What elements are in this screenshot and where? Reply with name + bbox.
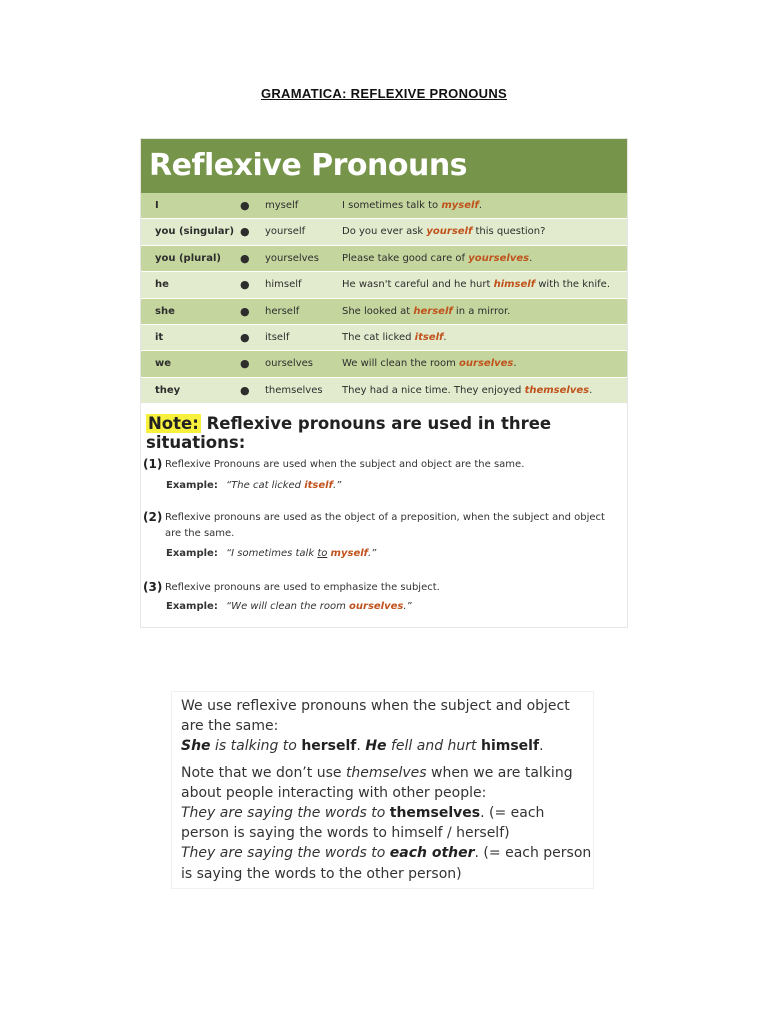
pronoun-row <box>141 246 627 272</box>
example-text: . (= each person is saying the words to the other person) <box>181 845 592 882</box>
example-text: .” <box>368 548 377 559</box>
example-text: . <box>443 331 447 343</box>
example-text: We will clean the room <box>342 358 460 370</box>
bullet-icon: ● <box>240 357 250 371</box>
example-text: .” <box>403 601 412 612</box>
example-highlight: myself <box>330 548 368 559</box>
explanation-example-1 <box>181 736 593 756</box>
pronoun-row <box>141 299 627 325</box>
example-highlight: itself <box>414 331 444 343</box>
situation-example <box>166 601 412 612</box>
example-highlight: themselves <box>524 384 590 396</box>
example-text: I sometimes talk to <box>342 200 442 211</box>
reflexive-pronoun: itself <box>265 331 290 343</box>
bullet-icon: ● <box>240 225 250 239</box>
example-text: “I sometimes talk <box>226 548 318 559</box>
example-highlight: ourselves <box>459 358 514 370</box>
example-text: . <box>529 252 533 264</box>
reflexive-pronouns-heading: Reflexive Pronouns <box>141 139 627 193</box>
bullet-icon: ● <box>240 251 250 265</box>
example-highlight: herself <box>413 305 453 317</box>
example-highlight: himself <box>493 279 536 291</box>
example-sentence <box>342 246 532 271</box>
situation-example <box>166 548 376 559</box>
example-label: Example: <box>166 548 218 559</box>
example-text: . <box>478 200 482 211</box>
example-text: They had a nice time. They enjoyed <box>342 384 525 396</box>
explanation-example-3 <box>181 843 593 883</box>
example-word: himself <box>480 738 540 755</box>
subject-pronoun: I <box>155 200 159 211</box>
situation-number: (1) <box>143 457 163 471</box>
example-word: themselves <box>389 805 481 822</box>
example-text: . <box>589 384 593 396</box>
example-quote <box>226 601 412 612</box>
pronoun-row <box>141 378 627 404</box>
example-text: Do you ever ask <box>342 226 427 238</box>
subject-pronoun: they <box>155 384 181 396</box>
reflexive-pronoun: yourselves <box>265 252 319 264</box>
reflexive-pronoun: yourself <box>265 226 306 238</box>
bullet-icon: ● <box>240 278 250 292</box>
example-highlight: itself <box>304 480 333 491</box>
example-text: . <box>539 738 544 755</box>
reflexive-pronoun: himself <box>265 279 302 291</box>
pronoun-row <box>141 193 627 219</box>
example-text: .” <box>332 480 342 491</box>
bullet-icon: ● <box>240 304 250 318</box>
example-word: She <box>181 738 211 755</box>
bullet-icon: ● <box>240 199 250 212</box>
explanation-note <box>181 763 593 803</box>
example-quote <box>226 548 376 559</box>
example-sentence <box>342 299 510 324</box>
example-word: He <box>365 738 387 755</box>
subject-pronoun: you (plural) <box>155 252 221 264</box>
situation-text: Reflexive pronouns are used to emphasize the subject. <box>165 582 440 593</box>
explanation-example-2 <box>181 803 593 843</box>
example-highlight: ourselves <box>349 601 404 612</box>
example-label: Example: <box>166 480 218 491</box>
pronoun-row <box>141 219 627 245</box>
explanation-intro: We use reflexive pronouns when the subject and object are the same: <box>181 698 570 735</box>
example-text: in a mirror. <box>452 305 511 317</box>
example-sentence <box>342 378 592 403</box>
example-highlight: yourself <box>426 226 473 238</box>
example-underlined: to <box>317 548 328 559</box>
example-text: They are saying the words to <box>181 845 390 862</box>
example-text: with the knife. <box>535 279 610 291</box>
example-highlight: myself <box>441 200 479 211</box>
subject-pronoun: you (singular) <box>155 226 235 238</box>
example-word: each other <box>389 845 475 862</box>
pronoun-table <box>141 193 627 404</box>
example-sentence <box>342 325 447 350</box>
reflexive-pronoun: herself <box>265 305 300 317</box>
reflexive-pronoun: ourselves <box>265 358 313 370</box>
situation-item <box>143 580 610 596</box>
example-text: fell and hurt <box>386 738 481 755</box>
situation-example <box>166 480 341 491</box>
example-text: “We will clean the room <box>226 601 350 612</box>
note-word: themselves <box>345 764 427 781</box>
situation-text: Reflexive Pronouns are used when the subject and object are the same. <box>165 459 525 470</box>
situation-item <box>143 457 610 473</box>
reflexive-pronoun: myself <box>265 200 299 211</box>
bullet-icon: ● <box>240 383 250 397</box>
reflexive-pronoun: themselves <box>265 384 323 396</box>
pronoun-row <box>141 325 627 351</box>
example-text: He wasn't careful and he hurt <box>342 279 494 291</box>
explanation-image <box>172 692 593 888</box>
example-text: . <box>513 358 517 370</box>
example-sentence <box>342 219 545 244</box>
reflexive-pronouns-image <box>141 139 627 627</box>
subject-pronoun: she <box>155 305 175 317</box>
document-title: GRAMATICA: REFLEXIVE PRONOUNS <box>260 86 508 101</box>
pronoun-row <box>141 351 627 377</box>
note-label: Note: <box>148 414 199 433</box>
note-heading <box>146 414 627 452</box>
example-sentence <box>342 193 482 218</box>
note-text: Reflexive pronouns are used in three situations: <box>146 414 552 452</box>
example-quote <box>226 480 341 491</box>
example-text: . (= each person is saying the words to himself / herself) <box>181 805 545 842</box>
example-text: this question? <box>472 226 546 238</box>
pronoun-row <box>141 272 627 298</box>
example-text: is talking to <box>210 738 302 755</box>
subject-pronoun: it <box>155 331 164 343</box>
example-sentence <box>342 351 517 376</box>
example-text: They are saying the words to <box>181 805 390 822</box>
situation-number: (2) <box>143 510 163 524</box>
example-text: . <box>356 738 366 755</box>
subject-pronoun: he <box>155 279 169 291</box>
note-text: when we are talking about people interacting with other people: <box>181 764 573 801</box>
note-text: Note that we don’t use <box>181 764 346 781</box>
example-label: Example: <box>166 601 218 612</box>
example-sentence <box>342 272 610 297</box>
situation-number: (3) <box>143 580 163 594</box>
example-text: She looked at <box>342 305 414 317</box>
example-text: “The cat licked <box>226 480 305 491</box>
example-text: Please take good care of <box>342 252 469 264</box>
subject-pronoun: we <box>155 358 172 370</box>
example-highlight: yourselves <box>468 252 530 264</box>
situation-text: Reflexive pronouns are used as the object of a preposition, when the subject and object are the same. <box>165 512 605 539</box>
example-text: The cat licked <box>342 331 415 343</box>
bullet-icon: ● <box>240 330 250 344</box>
example-word: herself <box>301 738 357 755</box>
situation-item <box>143 510 610 542</box>
